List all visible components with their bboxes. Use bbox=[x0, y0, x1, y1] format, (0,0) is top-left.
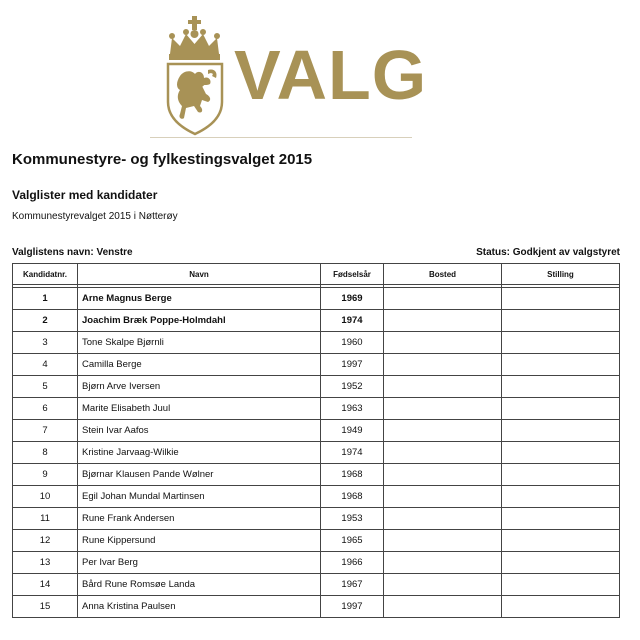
column-header-kandidatnr: Kandidatnr. bbox=[13, 264, 78, 285]
candidate-residence bbox=[384, 398, 502, 420]
candidate-birth-year: 1960 bbox=[321, 332, 384, 354]
candidate-name: Kristine Jarvaag-Wilkie bbox=[78, 442, 321, 464]
candidate-birth-year: 1952 bbox=[321, 376, 384, 398]
candidate-birth-year: 1997 bbox=[321, 354, 384, 376]
table-row bbox=[13, 398, 620, 420]
valg-wordmark: VALG bbox=[234, 36, 428, 114]
candidate-name: Per Ivar Berg bbox=[78, 552, 321, 574]
candidate-birth-year: 1967 bbox=[321, 574, 384, 596]
table-row bbox=[13, 486, 620, 508]
candidate-name: Bjørn Arve Iversen bbox=[78, 376, 321, 398]
candidate-birth-year: 1974 bbox=[321, 310, 384, 332]
candidate-birth-year: 1965 bbox=[321, 530, 384, 552]
candidate-residence bbox=[384, 420, 502, 442]
table-row bbox=[13, 442, 620, 464]
candidate-number: 10 bbox=[13, 486, 78, 508]
candidate-residence bbox=[384, 442, 502, 464]
column-header-bosted: Bosted bbox=[384, 264, 502, 285]
table-row bbox=[13, 552, 620, 574]
candidate-residence bbox=[384, 596, 502, 618]
candidate-birth-year: 1997 bbox=[321, 596, 384, 618]
table-row bbox=[13, 530, 620, 552]
candidate-occupation bbox=[502, 574, 620, 596]
table-row bbox=[13, 464, 620, 486]
candidate-number: 6 bbox=[13, 398, 78, 420]
candidate-number: 5 bbox=[13, 376, 78, 398]
candidate-occupation bbox=[502, 332, 620, 354]
candidate-birth-year: 1974 bbox=[321, 442, 384, 464]
candidate-occupation bbox=[502, 376, 620, 398]
candidate-occupation bbox=[502, 464, 620, 486]
table-row bbox=[13, 420, 620, 442]
column-header-stilling: Stilling bbox=[502, 264, 620, 285]
table-row bbox=[13, 574, 620, 596]
election-title: Kommunestyre- og fylkestingsvalget 2015 bbox=[12, 151, 313, 168]
candidate-number: 4 bbox=[13, 354, 78, 376]
list-info-line bbox=[12, 247, 620, 261]
candidate-name: Stein Ivar Aafos bbox=[78, 420, 321, 442]
candidate-occupation bbox=[502, 552, 620, 574]
logo-divider bbox=[150, 137, 412, 138]
candidate-name: Egil Johan Mundal Martinsen bbox=[78, 486, 321, 508]
candidate-residence bbox=[384, 376, 502, 398]
candidate-number: 7 bbox=[13, 420, 78, 442]
candidate-table bbox=[12, 263, 620, 618]
candidate-birth-year: 1966 bbox=[321, 552, 384, 574]
candidate-occupation bbox=[502, 508, 620, 530]
candidate-number: 14 bbox=[13, 574, 78, 596]
candidate-name: Marite Elisabeth Juul bbox=[78, 398, 321, 420]
candidate-residence bbox=[384, 486, 502, 508]
candidate-occupation bbox=[502, 310, 620, 332]
valg-logo bbox=[150, 12, 428, 140]
candidate-birth-year: 1968 bbox=[321, 464, 384, 486]
table-row bbox=[13, 376, 620, 398]
candidate-residence bbox=[384, 288, 502, 310]
column-header-fodselsar: Fødselsår bbox=[321, 264, 384, 285]
candidate-occupation bbox=[502, 486, 620, 508]
table-row bbox=[13, 310, 620, 332]
candidate-number: 15 bbox=[13, 596, 78, 618]
section-title: Valglister med kandidater bbox=[12, 188, 158, 202]
candidate-number: 1 bbox=[13, 288, 78, 310]
candidate-number: 3 bbox=[13, 332, 78, 354]
crowned-lion-crest-icon bbox=[162, 14, 228, 136]
candidate-residence bbox=[384, 574, 502, 596]
candidate-number: 11 bbox=[13, 508, 78, 530]
candidate-number: 9 bbox=[13, 464, 78, 486]
table-row bbox=[13, 596, 620, 618]
table-row bbox=[13, 288, 620, 310]
candidate-name: Tone Skalpe Bjørnli bbox=[78, 332, 321, 354]
candidate-name: Joachim Bræk Poppe-Holmdahl bbox=[78, 310, 321, 332]
candidate-birth-year: 1953 bbox=[321, 508, 384, 530]
candidate-occupation bbox=[502, 398, 620, 420]
candidate-name: Arne Magnus Berge bbox=[78, 288, 321, 310]
table-row bbox=[13, 332, 620, 354]
candidate-birth-year: 1968 bbox=[321, 486, 384, 508]
candidate-birth-year: 1963 bbox=[321, 398, 384, 420]
candidate-number: 12 bbox=[13, 530, 78, 552]
election-subtitle: Kommunestyrevalget 2015 i Nøtterøy bbox=[12, 211, 178, 222]
candidate-name: Bård Rune Romsøe Landa bbox=[78, 574, 321, 596]
candidate-name: Bjørnar Klausen Pande Wølner bbox=[78, 464, 321, 486]
candidate-occupation bbox=[502, 596, 620, 618]
table-header-row bbox=[13, 264, 620, 285]
candidate-residence bbox=[384, 310, 502, 332]
candidate-number: 2 bbox=[13, 310, 78, 332]
candidate-name: Camilla Berge bbox=[78, 354, 321, 376]
list-name: Valglistens navn: Venstre bbox=[12, 247, 133, 258]
column-header-navn: Navn bbox=[78, 264, 321, 285]
candidate-occupation bbox=[502, 288, 620, 310]
candidate-residence bbox=[384, 508, 502, 530]
candidate-residence bbox=[384, 464, 502, 486]
candidate-residence bbox=[384, 354, 502, 376]
list-status: Status: Godkjent av valgstyret bbox=[476, 247, 620, 258]
candidate-residence bbox=[384, 530, 502, 552]
candidate-occupation bbox=[502, 442, 620, 464]
candidate-name: Anna Kristina Paulsen bbox=[78, 596, 321, 618]
candidate-birth-year: 1969 bbox=[321, 288, 384, 310]
candidate-birth-year: 1949 bbox=[321, 420, 384, 442]
candidate-occupation bbox=[502, 420, 620, 442]
candidate-name: Rune Frank Andersen bbox=[78, 508, 321, 530]
candidate-number: 8 bbox=[13, 442, 78, 464]
table-row bbox=[13, 508, 620, 530]
candidate-occupation bbox=[502, 530, 620, 552]
candidate-residence bbox=[384, 332, 502, 354]
candidate-occupation bbox=[502, 354, 620, 376]
candidate-number: 13 bbox=[13, 552, 78, 574]
candidate-residence bbox=[384, 552, 502, 574]
candidate-name: Rune Kippersund bbox=[78, 530, 321, 552]
table-row bbox=[13, 354, 620, 376]
